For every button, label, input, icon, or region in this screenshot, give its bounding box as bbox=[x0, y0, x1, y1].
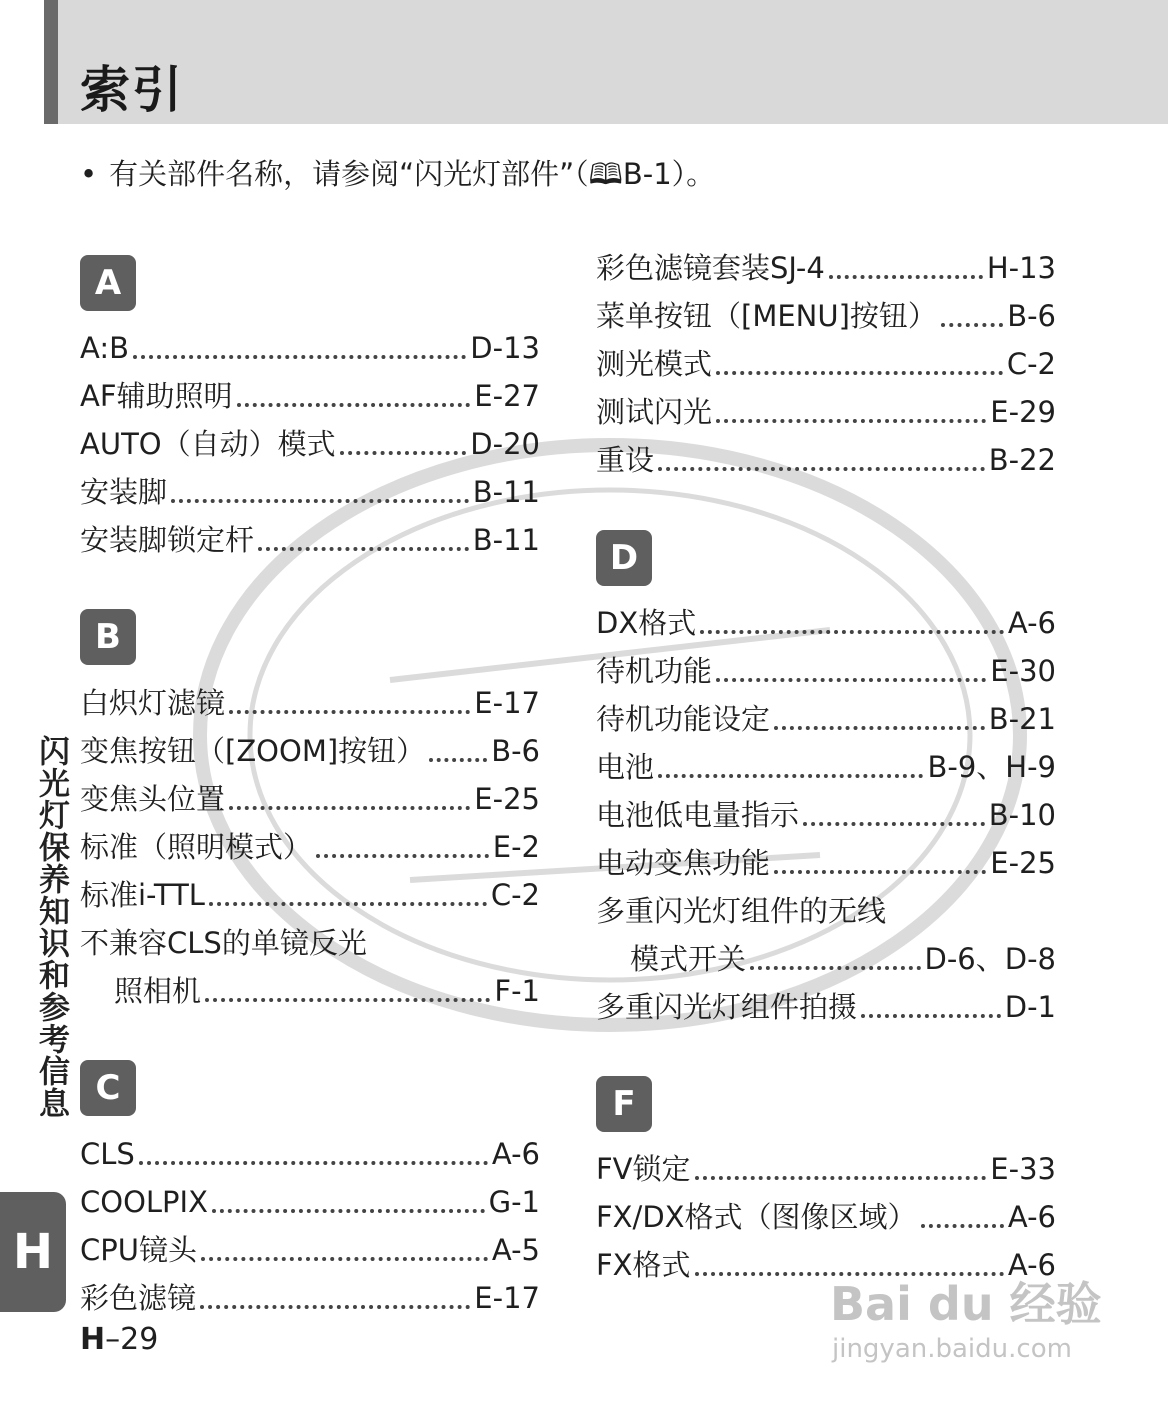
entry-term: 安装脚 bbox=[80, 475, 168, 509]
entry-ref: E-17 bbox=[474, 686, 540, 720]
entry-term: COOLPIX bbox=[80, 1185, 208, 1219]
index-entry bbox=[596, 248, 1056, 288]
index-entry bbox=[80, 779, 540, 819]
index-entry bbox=[80, 1134, 540, 1174]
entry-ref: E-25 bbox=[990, 846, 1056, 880]
entry-ref: E-30 bbox=[990, 654, 1056, 688]
entry-term: 变焦按钮（[ZOOM]按钮） bbox=[80, 734, 426, 768]
entry-term: 多重闪光灯组件的无线 bbox=[596, 894, 887, 928]
entry-ref: A-6 bbox=[491, 1137, 540, 1171]
leader-dots bbox=[258, 547, 469, 551]
baidu-url-watermark: jingyan.baidu.com bbox=[832, 1334, 1072, 1364]
entry-ref: B-22 bbox=[988, 443, 1056, 477]
entry-ref: B-21 bbox=[988, 702, 1056, 736]
entry-term: 重设 bbox=[596, 443, 655, 477]
leader-dots bbox=[803, 822, 985, 826]
index-entry bbox=[80, 376, 540, 416]
index-entry bbox=[80, 731, 540, 771]
section-badge-f: F bbox=[596, 1076, 652, 1132]
index-entry bbox=[80, 1182, 540, 1222]
entry-term: 标准（照明模式） bbox=[80, 830, 313, 864]
section-badge-c: C bbox=[80, 1060, 136, 1116]
entry-term: FV锁定 bbox=[596, 1152, 691, 1186]
leader-dots bbox=[921, 1224, 1004, 1228]
page-title: 索引 bbox=[80, 61, 184, 119]
entry-term: 变焦头位置 bbox=[80, 782, 226, 816]
leader-dots bbox=[237, 403, 471, 407]
leader-dots bbox=[429, 758, 487, 762]
index-entry bbox=[80, 520, 540, 560]
page-number-value: –29 bbox=[105, 1322, 159, 1357]
entry-term: 多重闪光灯组件拍摄 bbox=[596, 990, 858, 1024]
entry-term: AUTO（自动）模式 bbox=[80, 427, 336, 461]
page-number bbox=[80, 1322, 158, 1357]
entry-term: 彩色滤镜 bbox=[80, 1281, 197, 1315]
entry-ref: G-1 bbox=[488, 1185, 540, 1219]
index-entry bbox=[596, 987, 1056, 1027]
entry-ref: F-1 bbox=[494, 974, 540, 1008]
entry-term: 电池 bbox=[596, 750, 655, 784]
index-entry bbox=[80, 683, 540, 723]
index-entry bbox=[596, 891, 886, 931]
entry-ref: A-6 bbox=[1007, 1200, 1056, 1234]
leader-dots bbox=[716, 419, 986, 423]
entry-ref: E-25 bbox=[474, 782, 540, 816]
entry-term: FX格式 bbox=[596, 1248, 691, 1282]
bullet-icon: • bbox=[80, 157, 98, 191]
entry-ref: B-10 bbox=[988, 798, 1056, 832]
chapter-tab-letter: H bbox=[12, 1224, 54, 1280]
leader-dots bbox=[229, 806, 470, 810]
index-entry bbox=[596, 344, 1056, 384]
leader-dots bbox=[829, 275, 983, 279]
index-entry bbox=[596, 651, 1056, 691]
entry-term: 不兼容CLS的单镜反光 bbox=[80, 926, 367, 960]
index-entry bbox=[596, 795, 1056, 835]
entry-ref: D-20 bbox=[470, 427, 540, 461]
intro-note bbox=[80, 152, 715, 203]
entry-ref: E-2 bbox=[492, 830, 540, 864]
index-entry bbox=[80, 328, 540, 368]
entry-term: 测试闪光 bbox=[596, 395, 713, 429]
section-badge-b: B bbox=[80, 609, 136, 665]
entry-term: DX格式 bbox=[596, 606, 697, 640]
side-chapter-title: 闪光灯保养知识和参考信息 bbox=[33, 735, 69, 1119]
entry-term: 菜单按钮（[MENU]按钮） bbox=[596, 299, 937, 333]
chapter-tab[interactable] bbox=[0, 1192, 66, 1312]
leader-dots bbox=[750, 966, 920, 970]
entry-ref: B-9、H-9 bbox=[927, 750, 1056, 784]
entry-ref: A-6 bbox=[1007, 606, 1056, 640]
index-entry bbox=[596, 392, 1056, 432]
header-bar bbox=[58, 0, 1168, 124]
index-entry bbox=[596, 747, 1056, 787]
index-entry bbox=[596, 603, 1056, 643]
entry-ref: E-17 bbox=[474, 1281, 540, 1315]
index-entry bbox=[596, 939, 1056, 979]
entry-ref: C-2 bbox=[490, 878, 540, 912]
leader-dots bbox=[171, 499, 469, 503]
leader-dots bbox=[139, 1161, 488, 1165]
leader-dots bbox=[340, 451, 467, 455]
leader-dots bbox=[695, 1176, 987, 1180]
leader-dots bbox=[861, 1014, 1001, 1018]
leader-dots bbox=[774, 870, 986, 874]
entry-ref: C-2 bbox=[1006, 347, 1056, 381]
leader-dots bbox=[205, 998, 490, 1002]
index-entry bbox=[596, 440, 1056, 480]
header-edge bbox=[44, 0, 58, 124]
index-entry bbox=[80, 472, 540, 512]
entry-term: AF辅助照明 bbox=[80, 379, 233, 413]
entry-term: 待机功能设定 bbox=[596, 702, 771, 736]
entry-term: 待机功能 bbox=[596, 654, 713, 688]
index-entry bbox=[80, 424, 540, 464]
leader-dots bbox=[200, 1305, 470, 1309]
page-number-prefix: H bbox=[80, 1322, 106, 1357]
leader-dots bbox=[133, 355, 466, 359]
entry-ref: B-11 bbox=[472, 475, 540, 509]
entry-ref: A-5 bbox=[491, 1233, 540, 1267]
leader-dots bbox=[700, 630, 1004, 634]
entry-term: 彩色滤镜套装SJ-4 bbox=[596, 251, 825, 285]
entry-term: 电动变焦功能 bbox=[596, 846, 771, 880]
entry-ref: E-27 bbox=[474, 379, 540, 413]
entry-term: 电池低电量指示 bbox=[596, 798, 800, 832]
index-entry bbox=[596, 699, 1056, 739]
entry-ref: H-13 bbox=[986, 251, 1056, 285]
entry-ref: D-13 bbox=[470, 331, 540, 365]
entry-ref: B-6 bbox=[491, 734, 540, 768]
index-entry bbox=[80, 875, 540, 915]
leader-dots bbox=[229, 710, 470, 714]
entry-term: 标准i-TTL bbox=[80, 878, 205, 912]
index-entry bbox=[80, 1230, 540, 1270]
leader-dots bbox=[201, 1257, 488, 1261]
entry-ref: E-33 bbox=[990, 1152, 1056, 1186]
baidu-logo-watermark: Bai du 经验 bbox=[830, 1277, 1102, 1331]
leader-dots bbox=[212, 1209, 485, 1213]
section-badge-d: D bbox=[596, 530, 652, 586]
entry-term: CPU镜头 bbox=[80, 1233, 197, 1267]
index-entry bbox=[80, 827, 540, 867]
entry-term: 安装脚锁定杆 bbox=[80, 523, 255, 557]
entry-term: A:B bbox=[80, 331, 129, 365]
entry-term: FX/DX格式（图像区域） bbox=[596, 1200, 917, 1234]
leader-dots bbox=[774, 726, 985, 730]
entry-term: 模式开关 bbox=[630, 942, 747, 976]
index-entry bbox=[80, 923, 367, 963]
index-entry bbox=[596, 1197, 1056, 1237]
leader-dots bbox=[658, 774, 923, 778]
entry-ref: B-11 bbox=[472, 523, 540, 557]
leader-dots bbox=[941, 323, 1003, 327]
entry-term: 白炽灯滤镜 bbox=[80, 686, 226, 720]
leader-dots bbox=[658, 467, 985, 471]
entry-ref: D-1 bbox=[1004, 990, 1056, 1024]
index-entry bbox=[596, 1149, 1056, 1189]
leader-dots bbox=[209, 902, 487, 906]
index-entry bbox=[80, 971, 540, 1011]
index-entry bbox=[596, 296, 1056, 336]
index-entry bbox=[80, 1278, 540, 1318]
leader-dots bbox=[716, 678, 986, 682]
entry-term: 照相机 bbox=[114, 974, 202, 1008]
entry-ref: A-6 bbox=[1007, 1248, 1056, 1282]
entry-ref: B-6 bbox=[1007, 299, 1056, 333]
leader-dots bbox=[316, 854, 489, 858]
intro-note-text: 有关部件名称，请参阅“闪光灯部件”（🕮B-1）。 bbox=[109, 157, 716, 191]
entry-ref: D-6、D-8 bbox=[924, 942, 1056, 976]
index-entry bbox=[596, 843, 1056, 883]
entry-ref: E-29 bbox=[990, 395, 1056, 429]
section-badge-a: A bbox=[80, 255, 136, 311]
entry-term: 测光模式 bbox=[596, 347, 713, 381]
entry-term: CLS bbox=[80, 1137, 135, 1171]
leader-dots bbox=[716, 371, 1003, 375]
